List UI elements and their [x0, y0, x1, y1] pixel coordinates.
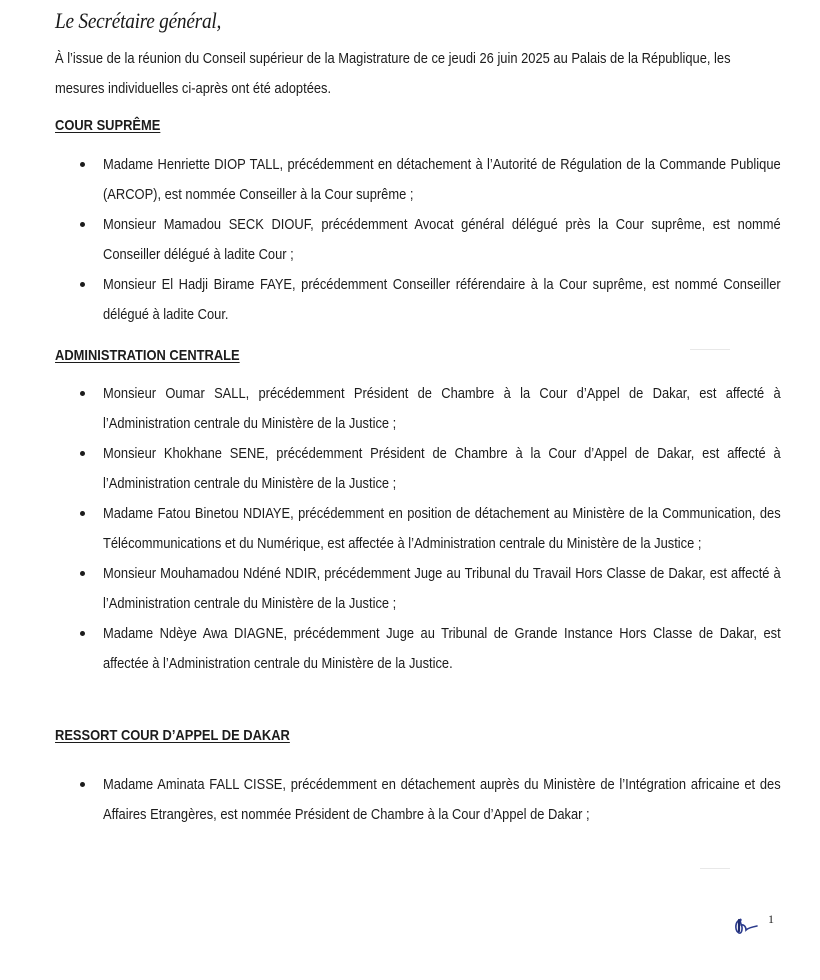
list-item-text: Madame Aminata FALL CISSE, précédemment en détachement auprès du Ministère de l’Intégration africaine et des Affaires Etrangères, est nommée Président de Chambre à la Cour d’Appel de Dakar ; — [103, 776, 781, 823]
list-item — [0, 559, 820, 618]
bullet-icon — [80, 282, 85, 287]
list-item — [0, 619, 820, 678]
list-item-text: Madame Ndèye Awa DIAGNE, précédemment Juge au Tribunal de Grande Instance Hors Classe de Dakar, est affectée à l’Administration centrale du Ministère de la Justice. — [103, 625, 781, 672]
list-item-text: Madame Henriette DIOP TALL, précédemment en détachement à l’Autorité de Régulation de la Commande Publique (ARCOP), est nommée Conseiller à la Cour suprême ; — [103, 156, 781, 203]
list-item — [0, 150, 820, 209]
salutation: Le Secrétaire général, — [55, 8, 222, 33]
list-item — [0, 770, 820, 829]
section-title-cour-supreme: COUR SUPRÊME — [55, 117, 161, 134]
scan-artifact — [700, 868, 730, 869]
list-item-text: Monsieur Khokhane SENE, précédemment Président de Chambre à la Cour d’Appel de Dakar, est affecté à l’Administration centrale du Ministère de la Justice ; — [103, 445, 781, 492]
scan-artifact — [690, 349, 730, 350]
intro-paragraph: À l’issue de la réunion du Conseil supérieur de la Magistrature de ce jeudi 26 juin 2025 au Palais de la République, les mesures individuelles ci-après ont été adoptées. — [55, 50, 731, 97]
bullet-icon — [80, 451, 85, 456]
page-number: 1 — [768, 912, 774, 926]
list-item — [0, 270, 820, 329]
list-item-text: Monsieur Oumar SALL, précédemment Président de Chambre à la Cour d’Appel de Dakar, est affecté à l’Administration centrale du Ministère de la Justice ; — [103, 385, 781, 432]
bullet-icon — [80, 162, 85, 167]
bullet-icon — [80, 782, 85, 787]
bullet-icon — [80, 222, 85, 227]
list-item — [0, 379, 820, 438]
list-item — [0, 210, 820, 269]
list-item-text: Monsieur Mouhamadou Ndéné NDIR, précédemment Juge au Tribunal du Travail Hors Classe de Dakar, est affecté à l’Administration centrale du Ministère de la Justice ; — [103, 565, 781, 612]
list-item — [0, 499, 820, 558]
section-list-ressort-cour-appel-dakar — [0, 770, 820, 830]
bullet-icon — [80, 391, 85, 396]
bullet-icon — [80, 571, 85, 576]
list-item-text: Madame Fatou Binetou NDIAYE, précédemment en position de détachement au Ministère de la Communication, des Télécommunications et du Numérique, est affectée à l’Administration centrale du Ministère de la Justice ; — [103, 505, 781, 552]
bullet-icon — [80, 511, 85, 516]
section-list-cour-supreme — [0, 150, 820, 330]
section-list-administration-centrale — [0, 379, 820, 679]
list-item-text: Monsieur Mamadou SECK DIOUF, précédemment Avocat général délégué près la Cour suprême, est nommé Conseiller délégué à ladite Cour ; — [103, 216, 781, 263]
signature-initials-icon — [732, 915, 764, 939]
list-item — [0, 439, 820, 498]
bullet-icon — [80, 631, 85, 636]
section-title-ressort-cour-appel-dakar: RESSORT COUR D’APPEL DE DAKAR — [55, 727, 290, 744]
section-title-administration-centrale: ADMINISTRATION CENTRALE — [55, 347, 240, 364]
list-item-text: Monsieur El Hadji Birame FAYE, précédemment Conseiller référendaire à la Cour suprême, est nommé Conseiller délégué à ladite Cour. — [103, 276, 781, 323]
